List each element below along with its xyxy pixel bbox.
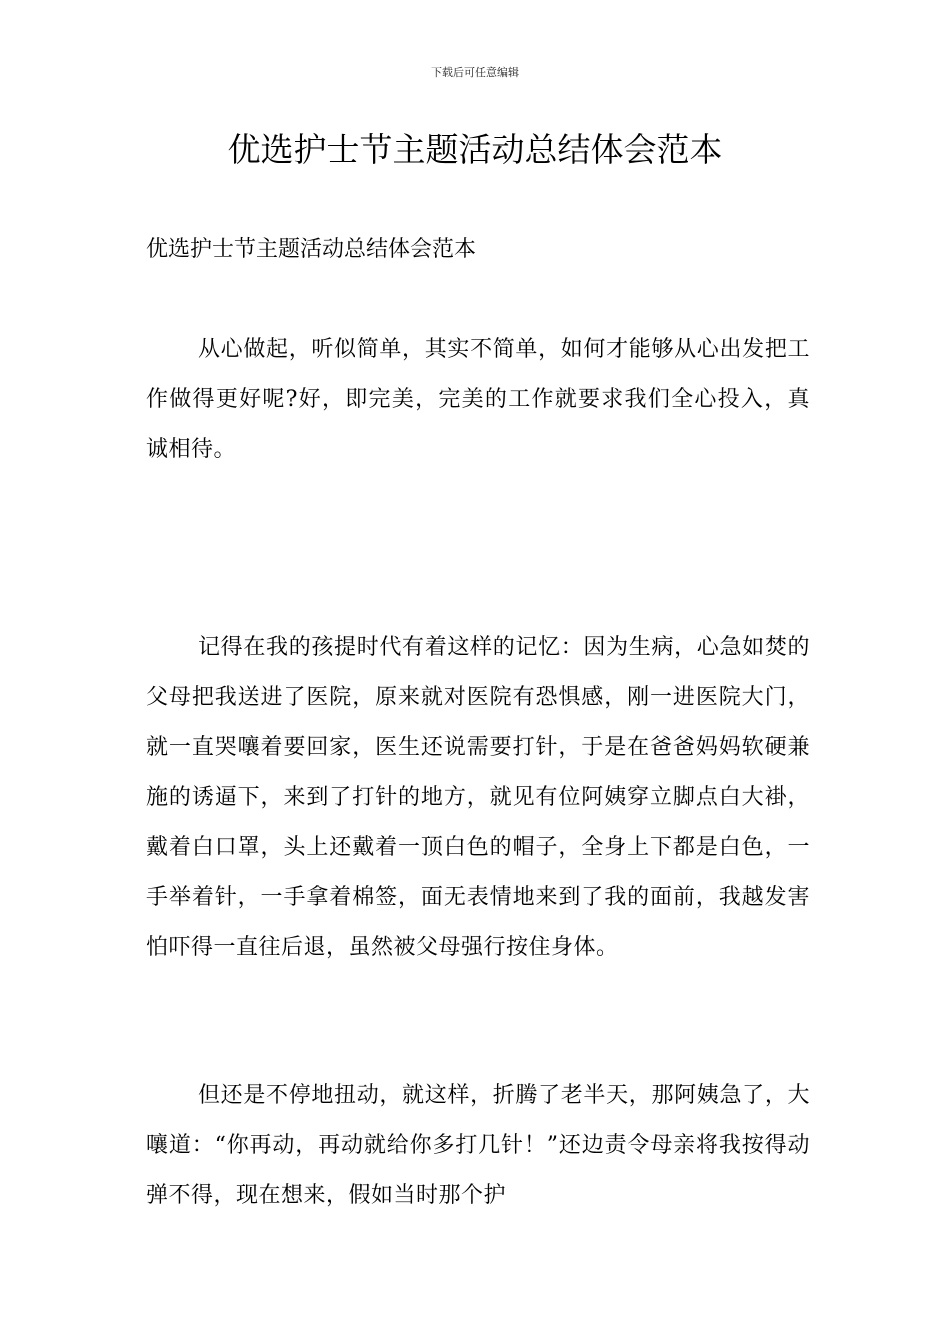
document-subtitle: 优选护士节主题活动总结体会范本 bbox=[146, 237, 477, 262]
paragraph-2: 记得在我的孩提时代有着这样的记忆：因为生病，心急如焚的父母把我送进了医院，原来就对医院有恐惧感，刚一进医院大门，就一直哭嚷着要回家，医生还说需要打针，于是在爸爸妈妈软硬兼施的诱逼下，来到了打针的地方，就见有位阿姨穿立脚点白大褂，戴着白口罩，头上还戴着一顶白色的帽子，全身上下都是白色，一手举着针，一手拿着棉签，面无表情地来到了我的面前，我越发害怕吓得一直往后退，虽然被父母强行按住身体。 bbox=[146, 635, 810, 960]
header-note: 下载后可任意编辑 bbox=[431, 66, 519, 79]
paragraph-1: 从心做起，听似简单，其实不简单，如何才能够从心出发把工作做得更好呢?好，即完美，完美的工作就要求我们全心投入，真诚相待。 bbox=[146, 337, 810, 462]
paragraph-3: 但还是不停地扭动，就这样，折腾了老半天，那阿姨急了，大嚷道：“你再动，再动就给你多打几针！”还边责令母亲将我按得动弹不得，现在想来，假如当时那个护 bbox=[146, 1083, 810, 1208]
document-title: 优选护士节主题活动总结体会范本 bbox=[227, 130, 723, 169]
